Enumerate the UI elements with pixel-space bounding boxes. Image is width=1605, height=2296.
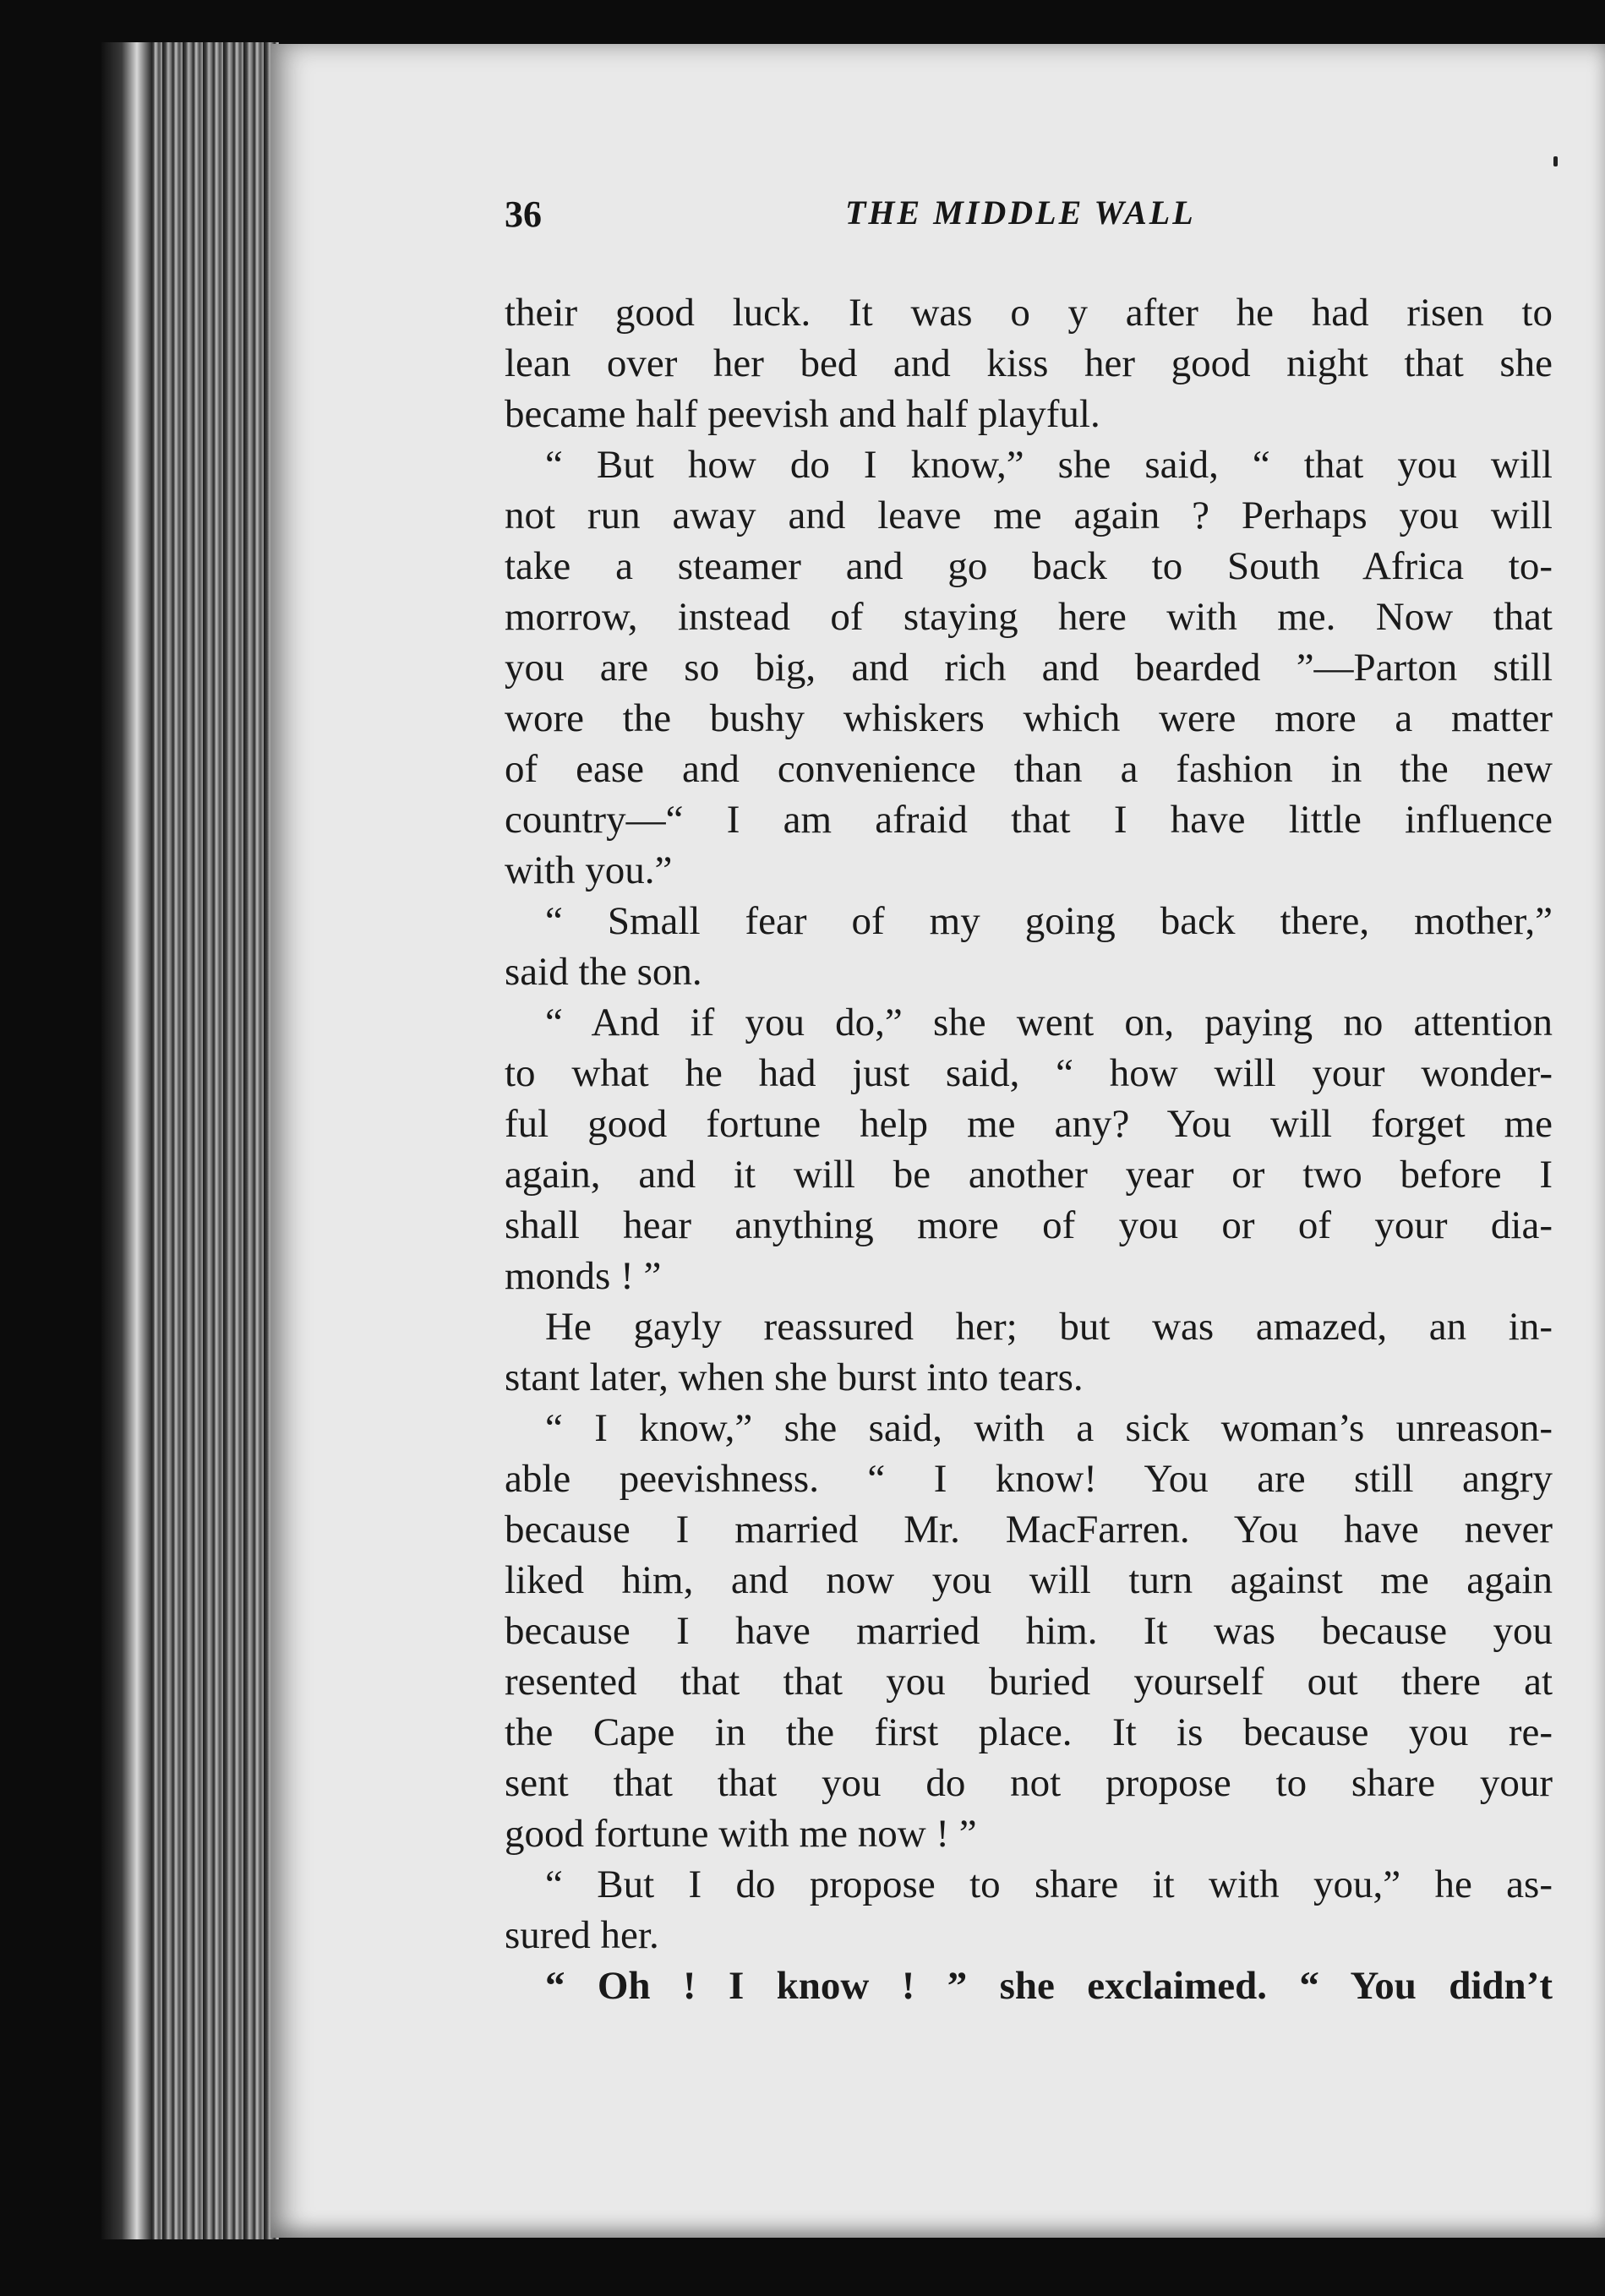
text-line: “ And if you do,” she went on, paying no attention bbox=[545, 1001, 1553, 1044]
text-line: of ease and convenience than a fashion in the new bbox=[505, 747, 1553, 791]
text-line: sent that that you do not propose to share your bbox=[505, 1761, 1553, 1805]
text-line: said the son. bbox=[505, 950, 702, 994]
text-line: resented that that you buried yourself out there at bbox=[505, 1660, 1553, 1704]
text-line: with you.” bbox=[505, 848, 673, 892]
text-line: you are so big, and rich and bearded ”—Parton still bbox=[505, 646, 1553, 690]
text-line: again, and it will be another year or two before I bbox=[505, 1153, 1553, 1197]
body-text bbox=[505, 287, 1553, 2011]
text-line: country—“ I am afraid that I have little influence bbox=[505, 798, 1553, 842]
text-line: not run away and leave me again ? Perhaps you will bbox=[505, 494, 1553, 537]
text-line: “ But I do propose to share it with you,” he as- bbox=[545, 1862, 1553, 1906]
page-speck bbox=[1553, 156, 1558, 166]
text-line: became half peevish and half playful. bbox=[505, 392, 1100, 436]
text-line: monds ! ” bbox=[505, 1254, 662, 1298]
text-line: stant later, when she burst into tears. bbox=[505, 1355, 1084, 1399]
text-line: because I married Mr. MacFarren. You have never bbox=[505, 1508, 1553, 1552]
text-line: He gayly reassured her; but was amazed, an in- bbox=[545, 1305, 1553, 1349]
text-line: “ Oh ! I know ! ” she exclaimed. “ You didn’t bbox=[545, 1964, 1553, 2008]
text-line: good fortune with me now ! ” bbox=[505, 1812, 977, 1856]
text-line: lean over her bed and kiss her good night that she bbox=[505, 341, 1553, 385]
text-line: their good luck. It was o y after he had risen to bbox=[505, 291, 1553, 335]
binding-shadow bbox=[101, 42, 152, 2239]
text-line: ful good fortune help me any? You will forget me bbox=[505, 1102, 1553, 1146]
text-line: able peevishness. “ I know! You are still angry bbox=[505, 1457, 1553, 1501]
running-head: THE MIDDLE WALL bbox=[845, 194, 1196, 232]
text-line: the Cape in the first place. It is because you re- bbox=[505, 1710, 1553, 1754]
text-line: “ Small fear of my going back there, mother,” bbox=[545, 899, 1553, 943]
text-line: morrow, instead of staying here with me. Now that bbox=[505, 595, 1553, 639]
text-line: liked him, and now you will turn against me again bbox=[505, 1558, 1553, 1602]
text-line: “ But how do I know,” she said, “ that you will bbox=[545, 443, 1553, 487]
text-line: take a steamer and go back to South Africa to- bbox=[505, 544, 1553, 588]
text-line: shall hear anything more of you or of your dia- bbox=[505, 1203, 1553, 1247]
text-line: to what he had just said, “ how will your wonder- bbox=[505, 1051, 1553, 1095]
text-line: because I have married him. It was because you bbox=[505, 1609, 1553, 1653]
page-number: 36 bbox=[505, 194, 542, 235]
text-line: wore the bushy whiskers which were more a matter bbox=[505, 696, 1553, 740]
text-line: “ I know,” she said, with a sick woman’s unreason- bbox=[545, 1406, 1553, 1450]
text-line: sured her. bbox=[505, 1913, 659, 1957]
